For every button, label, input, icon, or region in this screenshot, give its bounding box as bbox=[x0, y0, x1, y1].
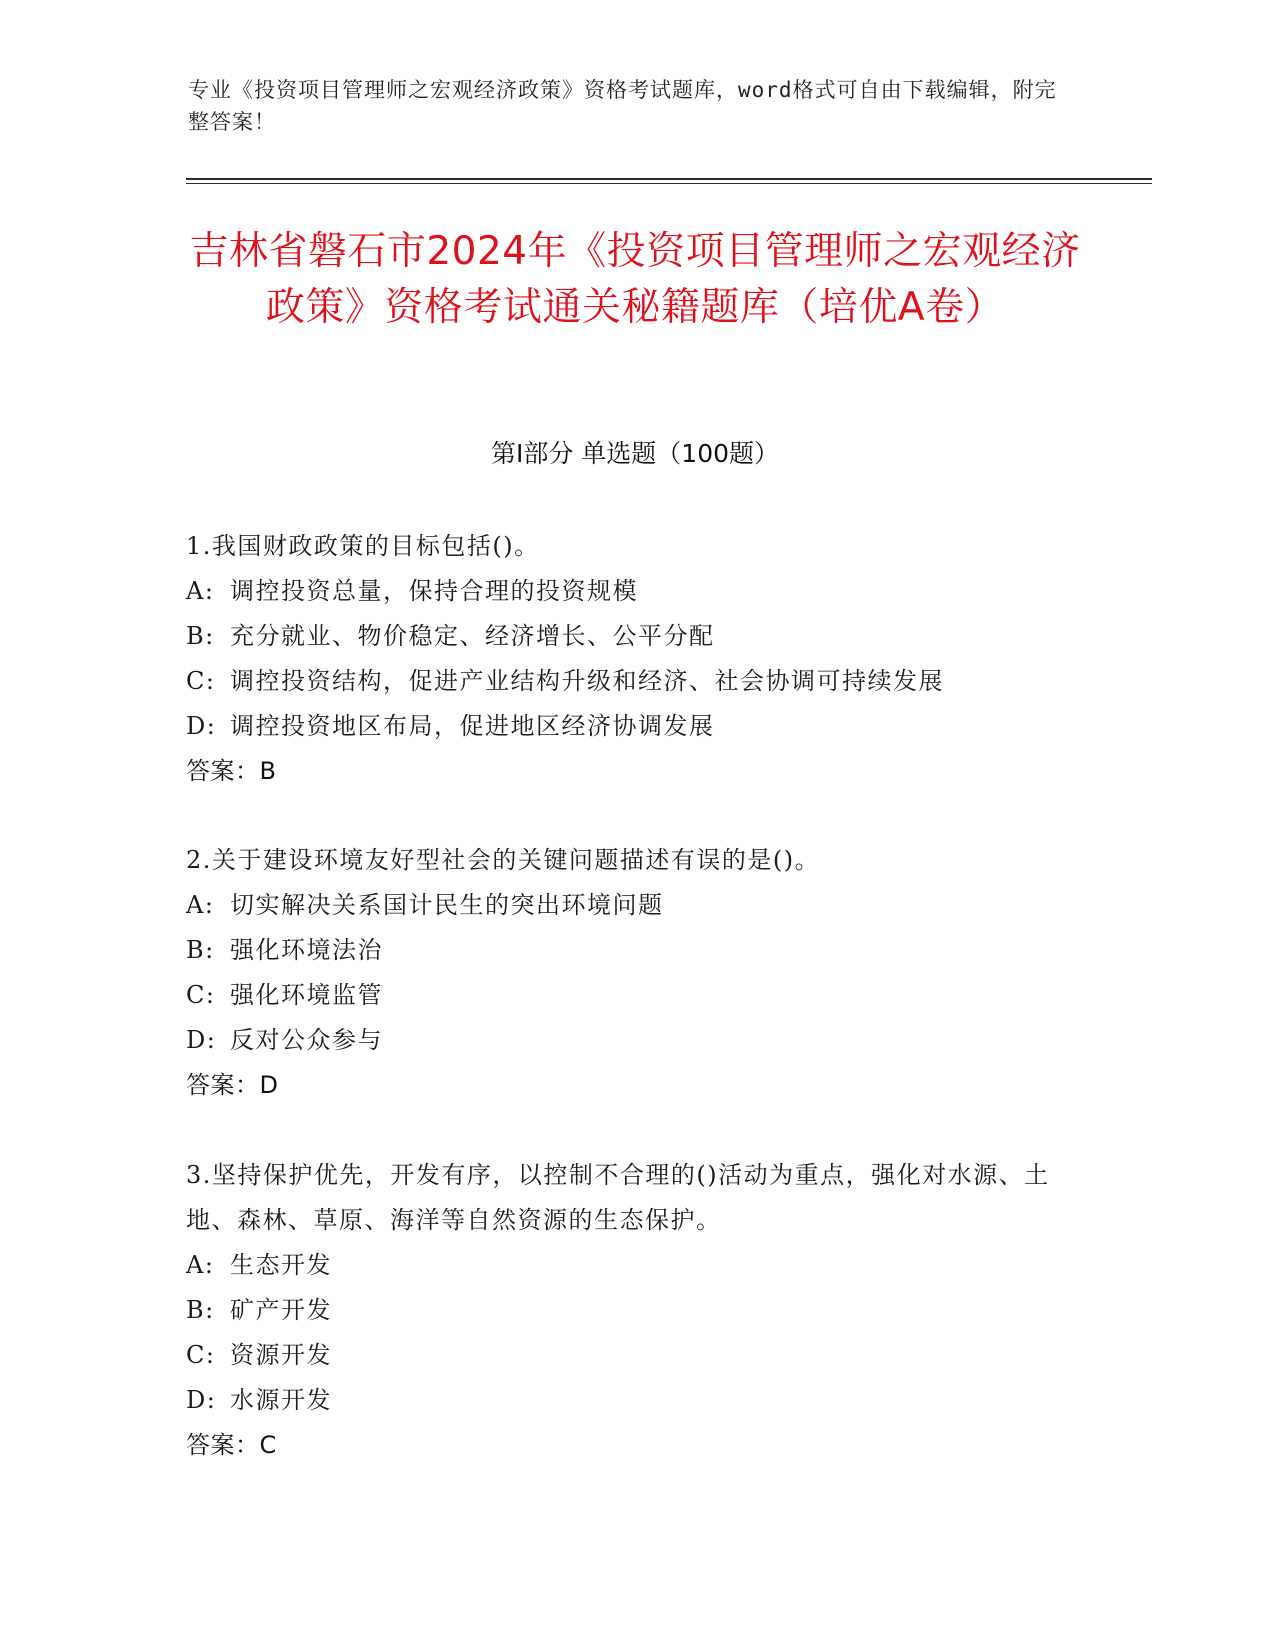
option-key: A: bbox=[186, 1251, 215, 1279]
option-text: 切实解决关系国计民生的突出环境问题 bbox=[230, 891, 664, 919]
option-d bbox=[186, 1018, 1066, 1063]
option-key: C: bbox=[186, 667, 216, 695]
option-text: 调控投资结构，促进产业结构升级和经济、社会协调可持续发展 bbox=[230, 667, 944, 695]
option-c bbox=[186, 659, 1066, 704]
option-b bbox=[186, 1288, 1066, 1333]
question-stem: 1.我国财政政策的目标包括()。 bbox=[186, 532, 540, 560]
section-heading: 第Ⅰ部分 单选题（100题） bbox=[490, 439, 780, 468]
option-a bbox=[186, 1243, 1066, 1288]
option-text: 水源开发 bbox=[230, 1386, 332, 1414]
header-rule-thin bbox=[186, 183, 1152, 184]
option-c bbox=[186, 973, 1066, 1018]
option-text: 充分就业、物价稳定、经济增长、公平分配 bbox=[230, 622, 715, 650]
header-note: 专业《投资项目管理师之宏观经济政策》资格考试题库，word格式可自由下载编辑，附完整答案！ bbox=[188, 78, 1057, 134]
option-text: 反对公众参与 bbox=[230, 1026, 383, 1054]
question-1 bbox=[186, 524, 1066, 794]
option-a bbox=[186, 569, 1066, 614]
option-text: 资源开发 bbox=[230, 1341, 332, 1369]
option-key: D: bbox=[186, 1386, 217, 1414]
option-text: 强化环境法治 bbox=[230, 936, 383, 964]
answer: 答案：D bbox=[186, 1071, 279, 1099]
option-key: A: bbox=[186, 577, 215, 605]
option-a bbox=[186, 883, 1066, 928]
option-key: A: bbox=[186, 891, 215, 919]
option-text: 强化环境监管 bbox=[230, 981, 383, 1009]
option-d bbox=[186, 1378, 1066, 1423]
option-text: 矿产开发 bbox=[230, 1296, 332, 1324]
option-key: C: bbox=[186, 981, 216, 1009]
option-b bbox=[186, 928, 1066, 973]
question-stem: 2.关于建设环境友好型社会的关键问题描述有误的是()。 bbox=[186, 846, 821, 874]
document-title: 吉林省磐石市2024年《投资项目管理师之宏观经济政策》资格考试通关秘籍题库（培优A卷） bbox=[189, 229, 1081, 330]
option-c bbox=[186, 1333, 1066, 1378]
option-text: 调控投资总量，保持合理的投资规模 bbox=[230, 577, 638, 605]
option-text: 生态开发 bbox=[230, 1251, 332, 1279]
option-key: B: bbox=[186, 622, 215, 650]
question-stem: 3.坚持保护优先，开发有序，以控制不合理的()活动为重点，强化对水源、土地、森林、草原、海洋等自然资源的生态保护。 bbox=[186, 1161, 1050, 1234]
question-3 bbox=[186, 1153, 1066, 1468]
option-d bbox=[186, 704, 1066, 749]
option-b bbox=[186, 614, 1066, 659]
option-key: C: bbox=[186, 1341, 216, 1369]
question-2 bbox=[186, 838, 1066, 1108]
answer: 答案：C bbox=[186, 1431, 277, 1459]
option-key: B: bbox=[186, 1296, 215, 1324]
option-text: 调控投资地区布局，促进地区经济协调发展 bbox=[230, 712, 715, 740]
option-key: D: bbox=[186, 1026, 217, 1054]
header-rule-thick bbox=[186, 178, 1152, 180]
answer: 答案：B bbox=[186, 757, 277, 785]
option-key: D: bbox=[186, 712, 217, 740]
option-key: B: bbox=[186, 936, 215, 964]
